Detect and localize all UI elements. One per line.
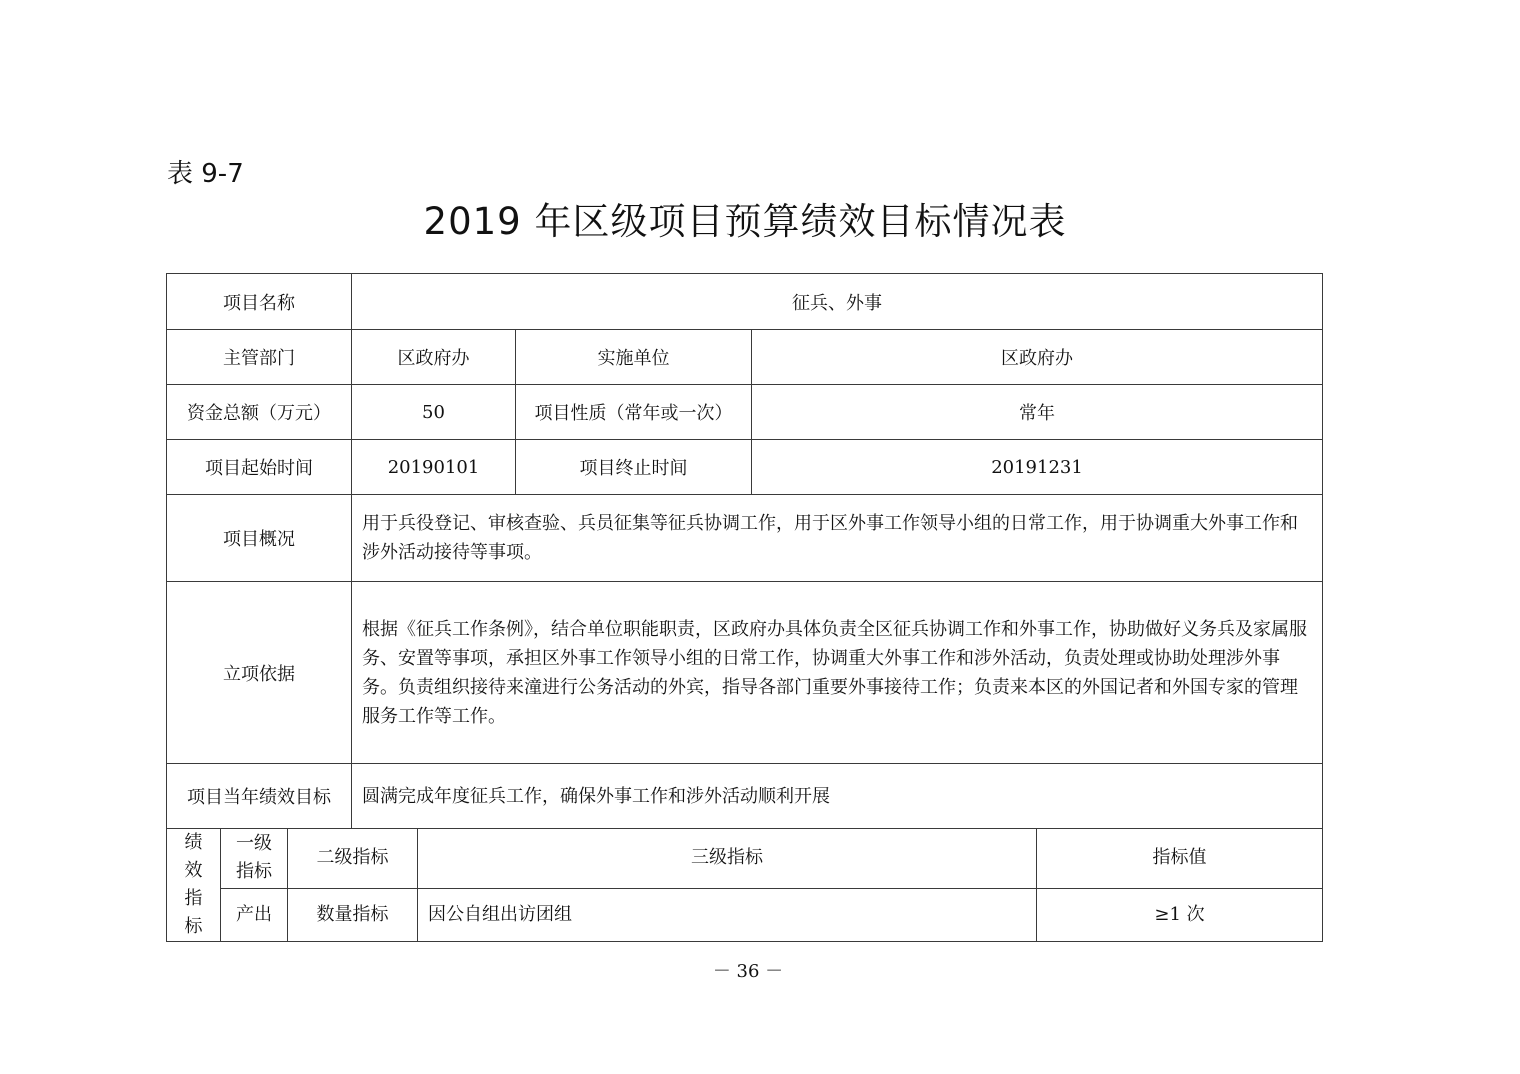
funds-label: 资金总额（万元）	[167, 385, 352, 440]
basis-label: 立项依据	[167, 582, 352, 764]
level3-header: 三级指标	[418, 829, 1037, 889]
level1-cell: 产出	[221, 888, 288, 941]
start-date-label: 项目起始时间	[167, 440, 352, 495]
level2-cell: 数量指标	[288, 888, 418, 941]
implementer-value: 区政府办	[752, 330, 1323, 385]
page-title: 2019 年区级项目预算绩效目标情况表	[423, 200, 1067, 243]
goal-label: 项目当年绩效目标	[167, 764, 352, 829]
level3-cell: 因公自组出访团组	[418, 888, 1037, 941]
row-project-name	[167, 274, 1323, 330]
row-department	[167, 330, 1323, 385]
row-funds	[167, 385, 1323, 440]
overview-label: 项目概况	[167, 495, 352, 582]
indicator-table	[166, 828, 1323, 942]
end-date-label: 项目终止时间	[516, 440, 752, 495]
project-name-value: 征兵、外事	[352, 274, 1323, 330]
row-basis	[167, 582, 1323, 764]
start-date-value: 20190101	[352, 440, 516, 495]
indicator-section-label: 绩 效 指 标	[167, 829, 221, 942]
department-value: 区政府办	[352, 330, 516, 385]
project-name-label: 项目名称	[167, 274, 352, 330]
row-goal	[167, 764, 1323, 829]
table-row	[167, 888, 1323, 941]
page-number: － 36 －	[712, 961, 784, 982]
goal-text: 圆满完成年度征兵工作，确保外事工作和涉外活动顺利开展	[352, 764, 1323, 829]
project-info-table	[166, 273, 1323, 829]
implementer-label: 实施单位	[516, 330, 752, 385]
overview-text: 用于兵役登记、审核查验、兵员征集等征兵协调工作，用于区外事工作领导小组的日常工作，用于协调重大外事工作和涉外活动接待等事项。	[352, 495, 1323, 582]
value-cell: ≥1 次	[1037, 888, 1323, 941]
value-header: 指标值	[1037, 829, 1323, 889]
level1-header: 一级 指标	[221, 829, 288, 889]
table-number: 表 9-7	[167, 159, 244, 189]
indicator-header-row	[167, 829, 1323, 889]
level2-header: 二级指标	[288, 829, 418, 889]
row-dates	[167, 440, 1323, 495]
basis-text: 根据《征兵工作条例》，结合单位职能职责，区政府办具体负责全区征兵协调工作和外事工作，协助做好义务兵及家属服务、安置等事项，承担区外事工作领导小组的日常工作，协调重大外事工作和涉外活动，负责处理或协助处理涉外事务。负责组织接待来潼进行公务活动的外宾，指导各部门重要外事接待工作；负责来本区的外国记者和外国专家的管理服务工作等工作。	[352, 582, 1323, 764]
nature-value: 常年	[752, 385, 1323, 440]
row-overview	[167, 495, 1323, 582]
end-date-value: 20191231	[752, 440, 1323, 495]
department-label: 主管部门	[167, 330, 352, 385]
nature-label: 项目性质（常年或一次）	[516, 385, 752, 440]
funds-value: 50	[352, 385, 516, 440]
